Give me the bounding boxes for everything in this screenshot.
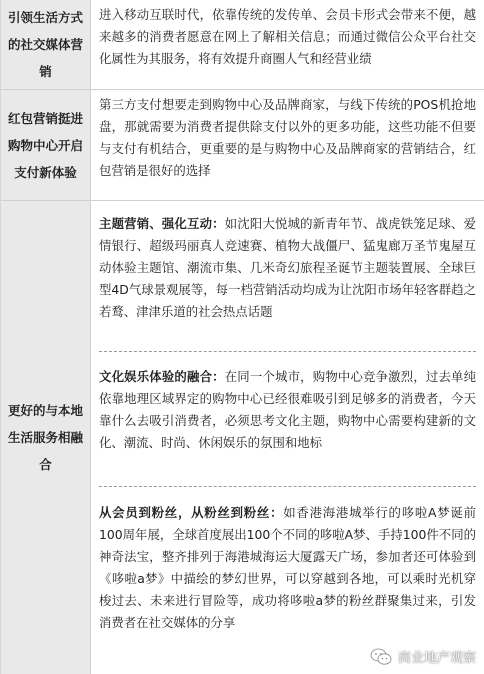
table-row xyxy=(1,201,484,674)
wechat-icon xyxy=(370,648,392,666)
sub-section-title: 主题营销、强化互动： xyxy=(99,216,225,231)
sub-section-text: 如香港海港城举行的哆啦A梦诞前100周年展，全球首度展出100个不同的哆啦A梦、手持100件不同的神奇法宝，整齐排列于海港城海运大厦露天广场，参加者还可体验到《哆啦a梦》中描绘的梦幻世界，可以穿越到各地，可以乘时光机穿梭过去、未来进行冒险等，成功将哆啦a梦的粉丝群聚集过来，引发消费者在社交媒体的分享 xyxy=(99,505,476,630)
sub-section-text: 如沈阳大悦城的新青年节、战虎铁笼足球、爱情银行、超级玛丽真人竞速赛、植物大战僵尸、猛鬼廊万圣节鬼屋互动体验主题馆、潮流市集、几米奇幻旅程圣诞节主题装置展、全球巨型4D气球景观展等，每一档营销活动均成为让沈阳市场年轻客群趋之若鹜、津津乐道的社会热点话题 xyxy=(99,216,477,319)
row-category: 红包营销挺进购物中心开启支付新体验 xyxy=(1,90,91,200)
watermark-text: 商业地产观察 xyxy=(397,651,476,666)
row-content: 进入移动互联时代，依靠传统的发传单、会员卡形式会带来不便，越来越多的消费者愿意在网上了解相关信息；而通过微信公众平台社交化属性为其服务，将有效提升商圈人气和经营业绩 xyxy=(99,7,476,66)
sub-section xyxy=(99,352,476,487)
sub-section xyxy=(99,201,476,352)
sub-section-title: 文化娱乐体验的融合： xyxy=(99,369,225,384)
table-row xyxy=(1,90,484,201)
sub-section xyxy=(99,487,476,634)
watermark xyxy=(370,647,476,666)
table-row xyxy=(1,0,484,90)
row-category: 引领生活方式的社交媒体营销 xyxy=(1,0,91,89)
row-content xyxy=(91,201,484,674)
sub-section-title: 从会员到粉丝，从粉丝到粉丝： xyxy=(99,505,284,520)
row-content: 第三方支付想要走到购物中心及品牌商家，与线下传统的POS机抢地盘，那就需要为消费者提供除支付以外的更多功能，这些功能不但要与支付有机结合，更重要的是与购物中心及品牌商家的营销结合，红包营销是很好的选择 xyxy=(99,97,476,178)
row-category: 更好的与本地生活服务相融合 xyxy=(1,201,91,674)
sub-section-text: 在同一个城市，购物中心竞争激烈，过去单纯依靠地理区域界定的购物中心已经很难吸引到足够多的消费者，今天靠什么去吸引消费者，必须思考文化主题，购物中心需要构建新的文化、潮流、时尚、休闲娱乐的氛围和地标 xyxy=(99,369,477,450)
